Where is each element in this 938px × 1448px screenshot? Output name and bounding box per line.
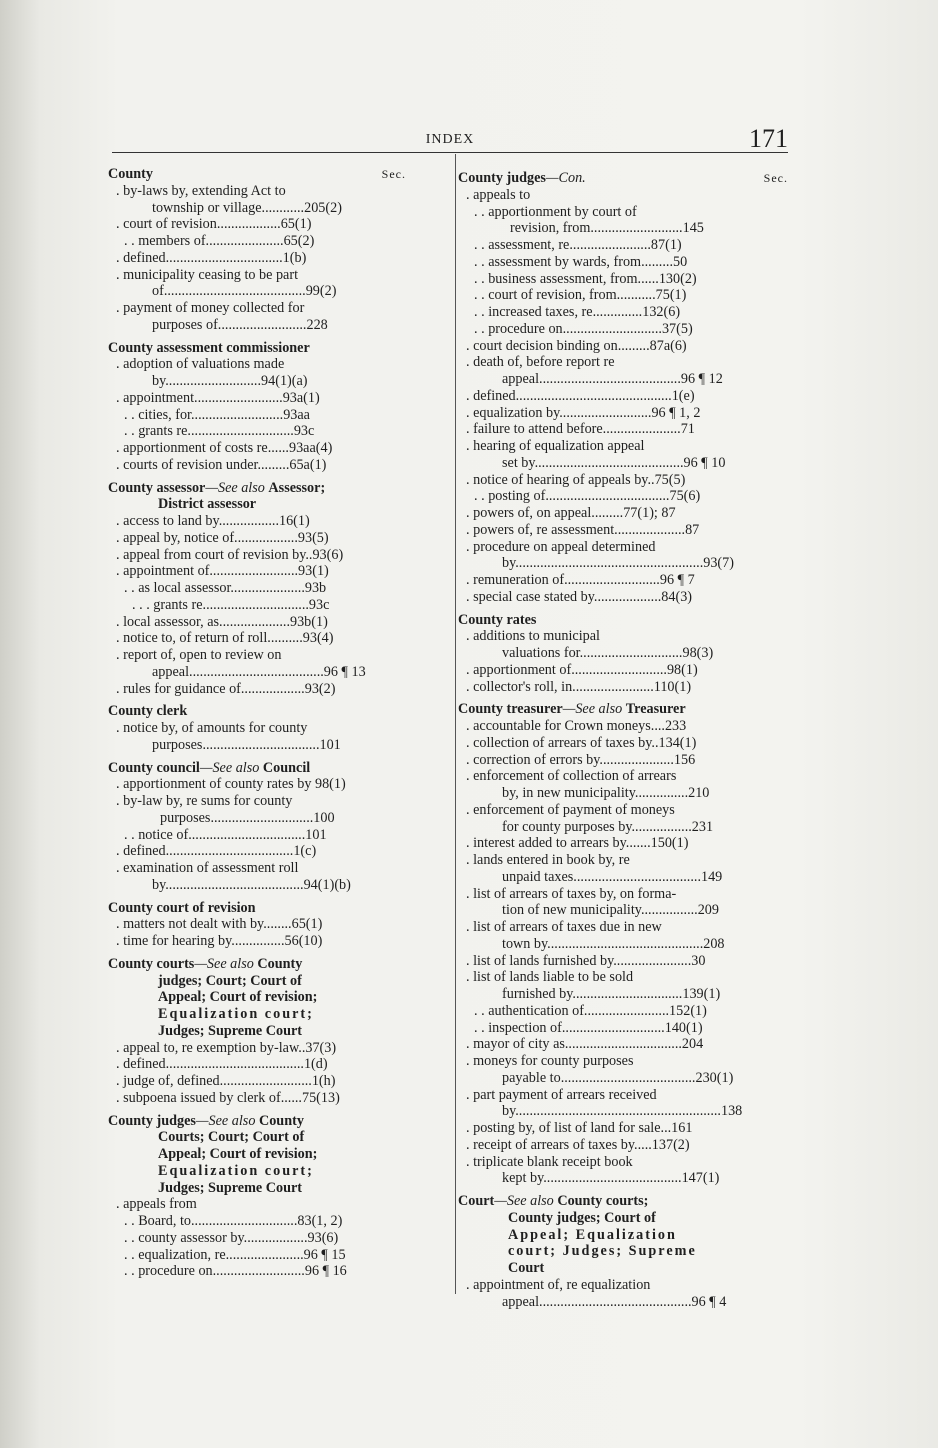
index-entry: . collection of arrears of taxes by..134(1) xyxy=(466,734,697,751)
index-entry: . appeal from court of revision by..93(6) xyxy=(116,546,344,563)
index-entry-continuation: by...........................94(1)(a) xyxy=(152,373,308,389)
heading-term: County xyxy=(108,166,153,182)
index-entry: . receipt of arrears of taxes by.....137(2) xyxy=(466,1136,690,1153)
heading-continuation: Judges; Supreme Court xyxy=(158,1179,302,1196)
index-entry: . by-laws by, extending Act to xyxy=(116,182,286,199)
heading-term: County judges xyxy=(108,1112,196,1129)
index-entry: . rules for guidance of..................93(2) xyxy=(116,680,336,697)
index-entry: . matters not dealt with by........65(1) xyxy=(116,916,323,933)
index-entry-continuation: kept by.......................................147(1) xyxy=(502,1170,720,1187)
index-entry-continuation: purposes.............................100 xyxy=(160,809,335,826)
index-entry: . part payment of arrears received xyxy=(466,1086,657,1103)
index-entry: . moneys for county purposes xyxy=(466,1053,634,1069)
index-entry: . list of arrears of taxes due in new xyxy=(466,919,662,935)
heading-see-also: —See also xyxy=(199,759,263,776)
index-entry-continuation: appeal...........................................96 ¶ 4 xyxy=(502,1293,727,1310)
heading-see-also: —See also xyxy=(562,701,626,718)
index-entry: . . notice of.................................101 xyxy=(124,826,327,843)
index-entry: . examination of assessment roll xyxy=(116,860,299,876)
index-heading xyxy=(458,170,788,187)
index-entry: . . apportionment by court of xyxy=(474,203,637,220)
heading-reference: Assessor; xyxy=(268,479,326,496)
index-entry-continuation: purposes of.........................228 xyxy=(152,316,328,333)
index-heading xyxy=(108,760,406,777)
heading-see-also: —See also xyxy=(195,1112,259,1129)
heading-term: County assessment commissioner xyxy=(108,339,310,356)
index-entry-continuation: appeal......................................96 ¶ 13 xyxy=(152,663,366,680)
heading-term: County treasurer xyxy=(458,701,563,718)
index-entry: . additions to municipal xyxy=(466,628,600,645)
index-entry: . notice to, of return of roll..........93(4) xyxy=(116,630,334,647)
index-column-left xyxy=(108,166,406,1280)
heading-term: County rates xyxy=(458,611,537,628)
index-entry: . appeals from xyxy=(116,1196,197,1213)
index-entry: . apportionment of county rates by 98(1) xyxy=(116,776,346,793)
index-entry: . triplicate blank receipt book xyxy=(466,1153,633,1170)
heading-continuation: Appeal; Court of revision; xyxy=(158,1146,318,1162)
index-entry: . death of, before report re xyxy=(466,354,615,371)
index-entry: . defined............................................1(e) xyxy=(466,387,695,404)
heading-term: County court of revision xyxy=(108,899,256,916)
heading-see-also: —See also xyxy=(494,1193,558,1209)
heading-continuation: Courts; Court; Court of xyxy=(158,1129,305,1146)
heading-term: County courts xyxy=(108,955,195,972)
index-entry: . appointment of, re equalization xyxy=(466,1276,651,1293)
index-entry: . special case stated by...................84(3) xyxy=(466,588,693,605)
index-entry-continuation: township or village............205(2) xyxy=(152,199,342,216)
index-entry: . by-law by, re sums for county xyxy=(116,793,293,809)
index-entry: . enforcement of collection of arrears xyxy=(466,768,677,785)
heading-reference: Treasurer xyxy=(625,701,686,718)
index-entry-continuation: of........................................99(2) xyxy=(152,283,337,300)
heading-term: Court xyxy=(458,1193,495,1209)
index-heading xyxy=(108,480,406,497)
index-entry: . time for hearing by...............56(10) xyxy=(116,933,323,949)
index-entry: . appointment of.........................93(1) xyxy=(116,563,329,580)
heading-term: County council xyxy=(108,759,200,776)
index-heading xyxy=(108,166,406,183)
index-entry: . mayor of city as.................................204 xyxy=(466,1036,704,1053)
index-entry-continuation: appeal........................................96 ¶ 12 xyxy=(502,371,723,387)
index-entry: . list of lands liable to be sold xyxy=(466,969,634,986)
index-heading xyxy=(108,1113,406,1130)
index-entry: . municipality ceasing to be part xyxy=(116,266,299,283)
index-entry: . correction of errors by.....................156 xyxy=(466,751,696,768)
running-head xyxy=(112,126,788,153)
heading-continuation: judges; Court; Court of xyxy=(158,972,302,989)
index-entry-continuation: by.......................................94(1)(b) xyxy=(152,876,351,893)
heading-term: County assessor xyxy=(108,479,206,496)
index-entry: . . assessment by wards, from.........50 xyxy=(474,253,688,270)
index-entry: . adoption of valuations made xyxy=(116,356,285,373)
index-entry: . list of arrears of taxes by, on forma- xyxy=(466,885,677,902)
index-entry: . procedure on appeal determined xyxy=(466,538,656,555)
heading-see-also: —See also xyxy=(205,479,269,496)
index-entry-continuation: by.....................................................93(7) xyxy=(502,555,734,572)
index-entry-continuation: unpaid taxes....................................149 xyxy=(502,868,723,885)
index-entry-continuation: purposes.................................101 xyxy=(152,736,341,753)
heading-reference: County courts; xyxy=(557,1193,649,1209)
index-heading xyxy=(108,703,406,720)
index-entry: . apportionment of costs re......93aa(4) xyxy=(116,440,333,456)
heading-reference: County xyxy=(258,1112,304,1129)
index-entry: . appointment.........................93a(1) xyxy=(116,389,320,406)
column-divider xyxy=(455,154,456,1294)
index-entry-continuation: tion of new municipality................209 xyxy=(502,902,719,919)
index-entry: . powers of, re assessment....................87 xyxy=(466,521,700,538)
index-entry: . powers of, on appeal.........77(1); 87 xyxy=(466,505,676,521)
index-entry: . . members of......................65(2) xyxy=(124,233,315,249)
heading-continuation: court; Judges; Supreme xyxy=(508,1243,697,1260)
section-label: Sec. xyxy=(763,171,788,185)
index-entry: . . procedure on..........................96 ¶ 16 xyxy=(124,1263,347,1280)
index-heading xyxy=(108,340,406,357)
index-entry: . list of lands furnished by......................30 xyxy=(466,952,706,969)
index-entry: . courts of revision under.........65a(1) xyxy=(116,456,327,473)
index-entry: . posting by, of list of land for sale...161 xyxy=(466,1120,693,1136)
heading-see-also: —Con. xyxy=(545,170,586,186)
index-entry: . interest added to arrears by.......150(1) xyxy=(466,835,689,852)
index-entry: . local assessor, as....................93b(1) xyxy=(116,613,328,630)
index-entry: . . authentication of........................152(1) xyxy=(474,1002,707,1019)
index-entry: . court of revision..................65(1) xyxy=(116,216,312,233)
heading-continuation: Court xyxy=(508,1260,545,1276)
index-entry: . collector's roll, in.......................110(1) xyxy=(466,678,692,695)
index-entry-continuation: valuations for.............................98(3) xyxy=(502,645,714,661)
index-heading xyxy=(108,956,406,973)
index-entry: . notice by, of amounts for county xyxy=(116,720,308,736)
index-entry: . enforcement of payment of moneys xyxy=(466,801,675,818)
index-entry: . access to land by.................16(1) xyxy=(116,513,310,529)
index-entry: . . as local assessor.....................93b xyxy=(124,580,327,596)
index-entry: . hearing of equalization appeal xyxy=(466,438,645,454)
index-entry: . court decision binding on.........87a(6) xyxy=(466,337,687,354)
heading-continuation: Equalization court; xyxy=(158,1162,314,1179)
index-entry: . . procedure on............................37(5) xyxy=(474,320,693,337)
index-entry-continuation: by..........................................................138 xyxy=(502,1103,743,1120)
index-entry: . subpoena issued by clerk of......75(13) xyxy=(116,1089,340,1106)
section-label: Sec. xyxy=(381,167,406,181)
index-heading xyxy=(458,701,788,718)
index-entry: . . cities, for..........................93aa xyxy=(124,406,310,423)
index-entry: . defined.......................................1(d) xyxy=(116,1056,328,1073)
heading-reference: County xyxy=(257,955,303,972)
index-entry: . . grants re..............................93c xyxy=(124,423,315,440)
heading-reference: Council xyxy=(262,759,311,776)
heading-continuation: Judges; Supreme Court xyxy=(158,1022,302,1039)
index-entry: . judge of, defined..........................1(h) xyxy=(116,1073,336,1089)
index-entry: . accountable for Crown moneys....233 xyxy=(466,718,687,734)
heading-continuation: Equalization court; xyxy=(158,1006,314,1022)
index-entry: . appeal by, notice of..................93(5) xyxy=(116,529,329,546)
index-entry-continuation: set by..........................................96 ¶ 10 xyxy=(502,454,726,471)
page-number: 171 xyxy=(749,124,788,153)
index-entry: . . Board, to..............................83(1, 2) xyxy=(124,1213,343,1229)
index-entry: . lands entered in book by, re xyxy=(466,852,630,868)
index-entry: . . increased taxes, re..............132(6) xyxy=(474,304,681,320)
index-entry: . . . grants re..............................93c xyxy=(132,596,330,613)
index-entry: . . county assessor by..................93(6) xyxy=(124,1229,339,1246)
index-entry: . equalization by..........................96 ¶ 1, 2 xyxy=(466,404,701,421)
heading-continuation: Appeal; Court of revision; xyxy=(158,989,318,1006)
index-heading xyxy=(458,612,788,629)
index-entry: . . inspection of.............................140(1) xyxy=(474,1019,703,1036)
index-entry: . failure to attend before......................71 xyxy=(466,421,695,438)
index-entry: . apportionment of...........................98(1) xyxy=(466,661,698,678)
index-entry: . payment of money collected for xyxy=(116,300,305,316)
index-entry-continuation: revision, from..........................145 xyxy=(510,220,704,237)
index-entry: . defined.................................1(b) xyxy=(116,249,307,266)
index-entry: . remuneration of...........................96 ¶ 7 xyxy=(466,572,695,588)
index-heading xyxy=(458,1193,788,1210)
index-entry: . . court of revision, from...........75(1) xyxy=(474,287,687,304)
index-entry-continuation: payable to......................................230(1) xyxy=(502,1069,734,1086)
heading-continuation: Appeal; Equalization xyxy=(508,1226,677,1243)
heading-see-also: —See also xyxy=(194,955,258,972)
index-entry-continuation: furnished by...............................139(1) xyxy=(502,986,721,1002)
index-entry-continuation: for county purposes by.................231 xyxy=(502,818,714,835)
heading-term: County judges xyxy=(458,170,546,186)
index-column-right xyxy=(458,170,788,1310)
index-entry: . notice of hearing of appeals by..75(5) xyxy=(466,471,686,488)
heading-continuation: County judges; Court of xyxy=(508,1209,656,1226)
index-entry-continuation: by, in new municipality...............210 xyxy=(502,785,710,801)
index-entry: . report of, open to review on xyxy=(116,647,282,663)
index-entry-continuation: town by............................................208 xyxy=(502,935,725,952)
heading-continuation: District assessor xyxy=(158,496,257,513)
index-heading xyxy=(108,900,406,917)
index-entry: . . equalization, re......................96 ¶ 15 xyxy=(124,1246,346,1263)
index-entry: . defined....................................1(c) xyxy=(116,843,317,860)
index-entry: . appeals to xyxy=(466,186,531,203)
index-entry: . . assessment, re.......................87(1) xyxy=(474,237,682,253)
index-entry: . . business assessment, from......130(2) xyxy=(474,270,697,287)
index-entry: . . posting of...................................75(6) xyxy=(474,488,701,505)
index-entry: . appeal to, re exemption by-law..37(3) xyxy=(116,1039,337,1056)
running-title: INDEX xyxy=(425,132,475,147)
heading-term: County clerk xyxy=(108,703,188,720)
